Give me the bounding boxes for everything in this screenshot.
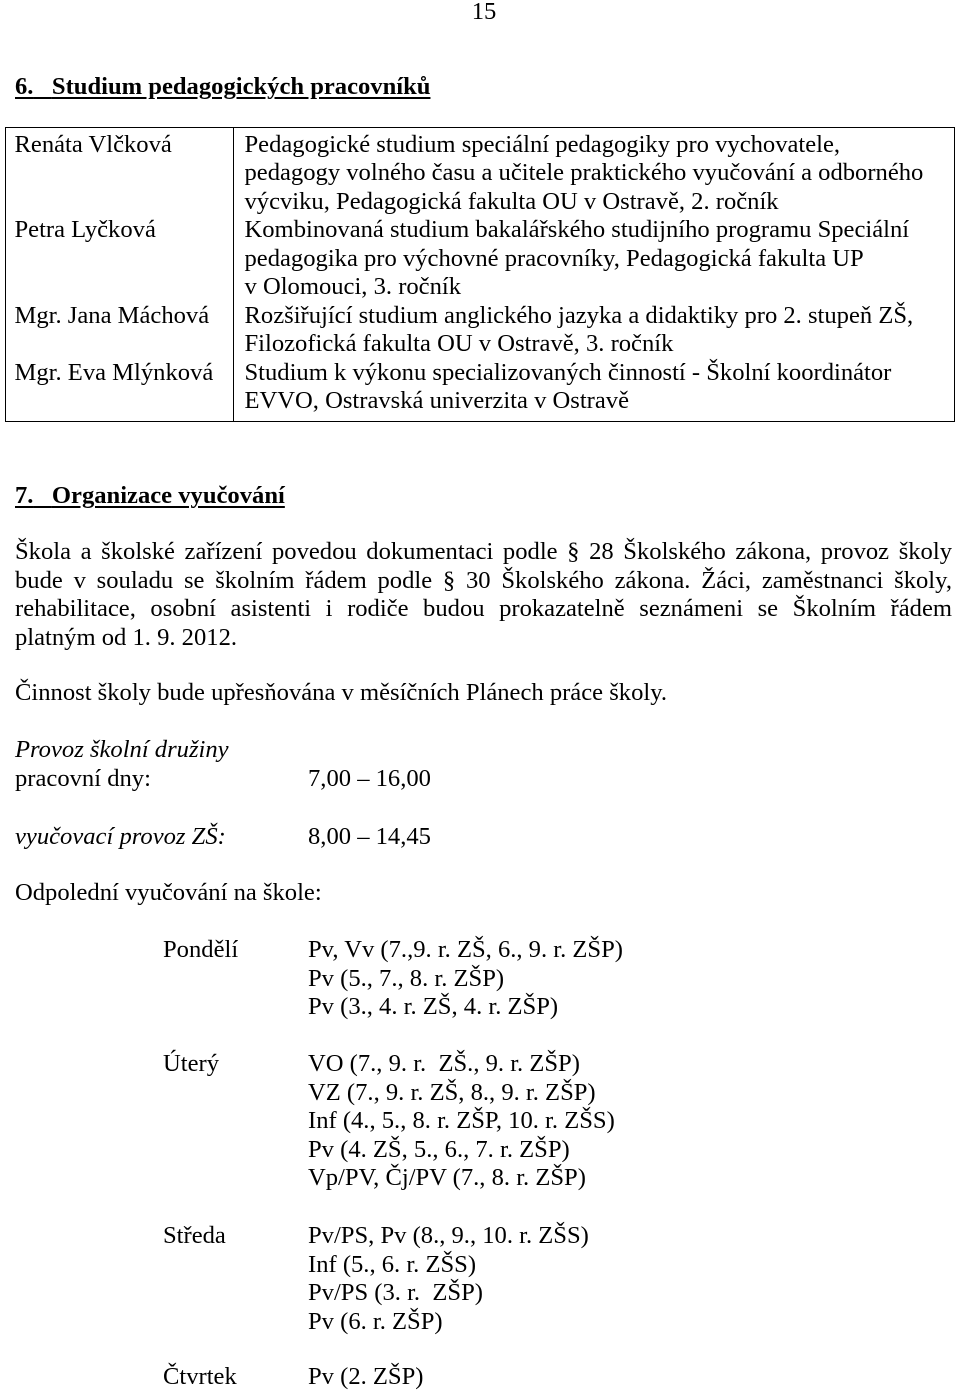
lesson-line: Pv/PS (3. r. ZŠP) xyxy=(308,1279,483,1306)
lesson-line: Pv/PS, Pv (8., 9., 10. r. ZŠS) xyxy=(308,1222,589,1249)
section-7-number: 7. xyxy=(15,482,34,509)
table-row xyxy=(6,359,954,416)
schedule-lessons-wednesday xyxy=(308,1222,589,1336)
lesson-line: Pv (5., 7., 8. r. ZŠP) xyxy=(308,964,505,992)
lesson-line: VZ (7., 9. r. ZŠ, 8., 9. r. ZŠP) xyxy=(308,1078,596,1106)
schedule-lessons-thursday xyxy=(308,1363,423,1392)
lesson-line: Pv (4. ZŠ, 5., 6., 7. r. ZŠP) xyxy=(308,1135,570,1163)
staff-name: Renáta Vlčková xyxy=(14,130,172,158)
study-line: v Olomouci, 3. ročník xyxy=(244,273,462,300)
lesson-line: Pv, Vv (7.,9. r. ZŠ, 6., 9. r. ZŠP) xyxy=(308,936,623,963)
study-line: Filozofická fakulta OU v Ostravě, 3. ročník xyxy=(244,330,674,357)
study-description xyxy=(245,359,955,416)
staff-name: Mgr. Eva Mlýnková xyxy=(14,358,214,386)
section-6-heading xyxy=(15,73,430,102)
schedule-lessons-tuesday xyxy=(308,1050,615,1193)
lesson-line: Vp/PV, Čj/PV (7., 8. r. ZŠP) xyxy=(308,1164,586,1191)
lesson-line: Pv (3., 4. r. ZŠ, 4. r. ZŠP) xyxy=(308,993,559,1020)
paragraph-line: platným od 1. 9. 2012. xyxy=(15,623,238,651)
schedule-day-tuesday: Úterý xyxy=(163,1050,219,1077)
table-row xyxy=(6,216,954,302)
schedule-day-thursday: Čtvrtek xyxy=(163,1363,237,1390)
study-line: Kombinovaná studium bakalářského studijního programu Speciální xyxy=(244,216,910,243)
lesson-line: Inf (5., 6. r. ZŠS) xyxy=(308,1250,477,1278)
table-row xyxy=(6,302,954,359)
staff-study-table xyxy=(5,127,955,422)
study-line: Rozšiřující studium anglického jazyka a didaktiky pro 2. stupeň ZŠ, xyxy=(244,301,914,329)
study-line: Studium k výkonu specializovaných činností - Školní koordinátor xyxy=(244,358,892,386)
activity-note: Činnost školy bude upřesňována v měsíčních Plánech práce školy. xyxy=(15,679,668,706)
section-7-title: Organizace vyučování xyxy=(51,482,285,509)
study-line: pedagogy volného času a učitele praktického vyučování a odborného xyxy=(244,159,924,186)
lesson-line: Pv (6. r. ZŠP) xyxy=(308,1307,443,1335)
schedule-day-wednesday: Středa xyxy=(163,1222,226,1249)
paragraph-line: rehabilitace, osobní asistenti i rodiče budou prokazatelně seznámeni se Školním řádem xyxy=(15,595,952,622)
study-description xyxy=(245,302,955,359)
study-description xyxy=(245,131,955,217)
lesson-line: Pv (2. ZŠP) xyxy=(308,1363,424,1390)
school-rules-paragraph xyxy=(15,538,952,652)
study-line: Pedagogické studium speciální pedagogiky pro vychovatele, xyxy=(244,130,841,158)
study-line: pedagogika pro výchovné pracovníky, Pedagogická fakulta UP xyxy=(244,244,864,272)
lesson-line: Inf (4., 5., 8. r. ZŠP, 10. r. ZŠS) xyxy=(308,1107,615,1134)
after-school-club-label: pracovní dny: xyxy=(15,765,151,792)
afternoon-teaching-heading: Odpolední vyučování na škole: xyxy=(15,879,322,906)
table-row xyxy=(6,131,954,217)
after-school-club-hours: 7,00 – 16,00 xyxy=(308,765,431,792)
section-6-title: Studium pedagogických pracovníků xyxy=(51,73,431,100)
study-description xyxy=(245,216,955,302)
schedule-day-monday: Pondělí xyxy=(163,936,239,963)
after-school-club-heading: Provoz školní družiny xyxy=(15,736,229,763)
teaching-hours: 8,00 – 14,45 xyxy=(308,823,431,850)
teaching-label: vyučovací provoz ZŠ: xyxy=(15,823,226,850)
staff-name: Petra Lyčková xyxy=(14,216,156,243)
study-line: výcviku, Pedagogická fakulta OU v Ostravě, 2. ročník xyxy=(244,187,779,215)
schedule-lessons-monday xyxy=(308,936,623,1022)
paragraph-line: bude v souladu se školním řádem podle § 30 Školského zákona. Žáci, zaměstnanci školy, xyxy=(15,566,952,594)
staff-name: Mgr. Jana Máchová xyxy=(14,301,210,329)
lesson-line: VO (7., 9. r. ZŠ., 9. r. ZŠP) xyxy=(308,1050,580,1077)
study-line: EVVO, Ostravská univerzita v Ostravě xyxy=(244,387,630,414)
section-7-heading xyxy=(15,482,285,511)
table-rows xyxy=(6,131,954,416)
paragraph-line: Škola a školské zařízení povedou dokumentaci podle § 28 Školského zákona, provoz školy xyxy=(15,538,952,565)
page-number: 15 xyxy=(471,0,497,25)
section-6-number: 6. xyxy=(15,73,34,100)
